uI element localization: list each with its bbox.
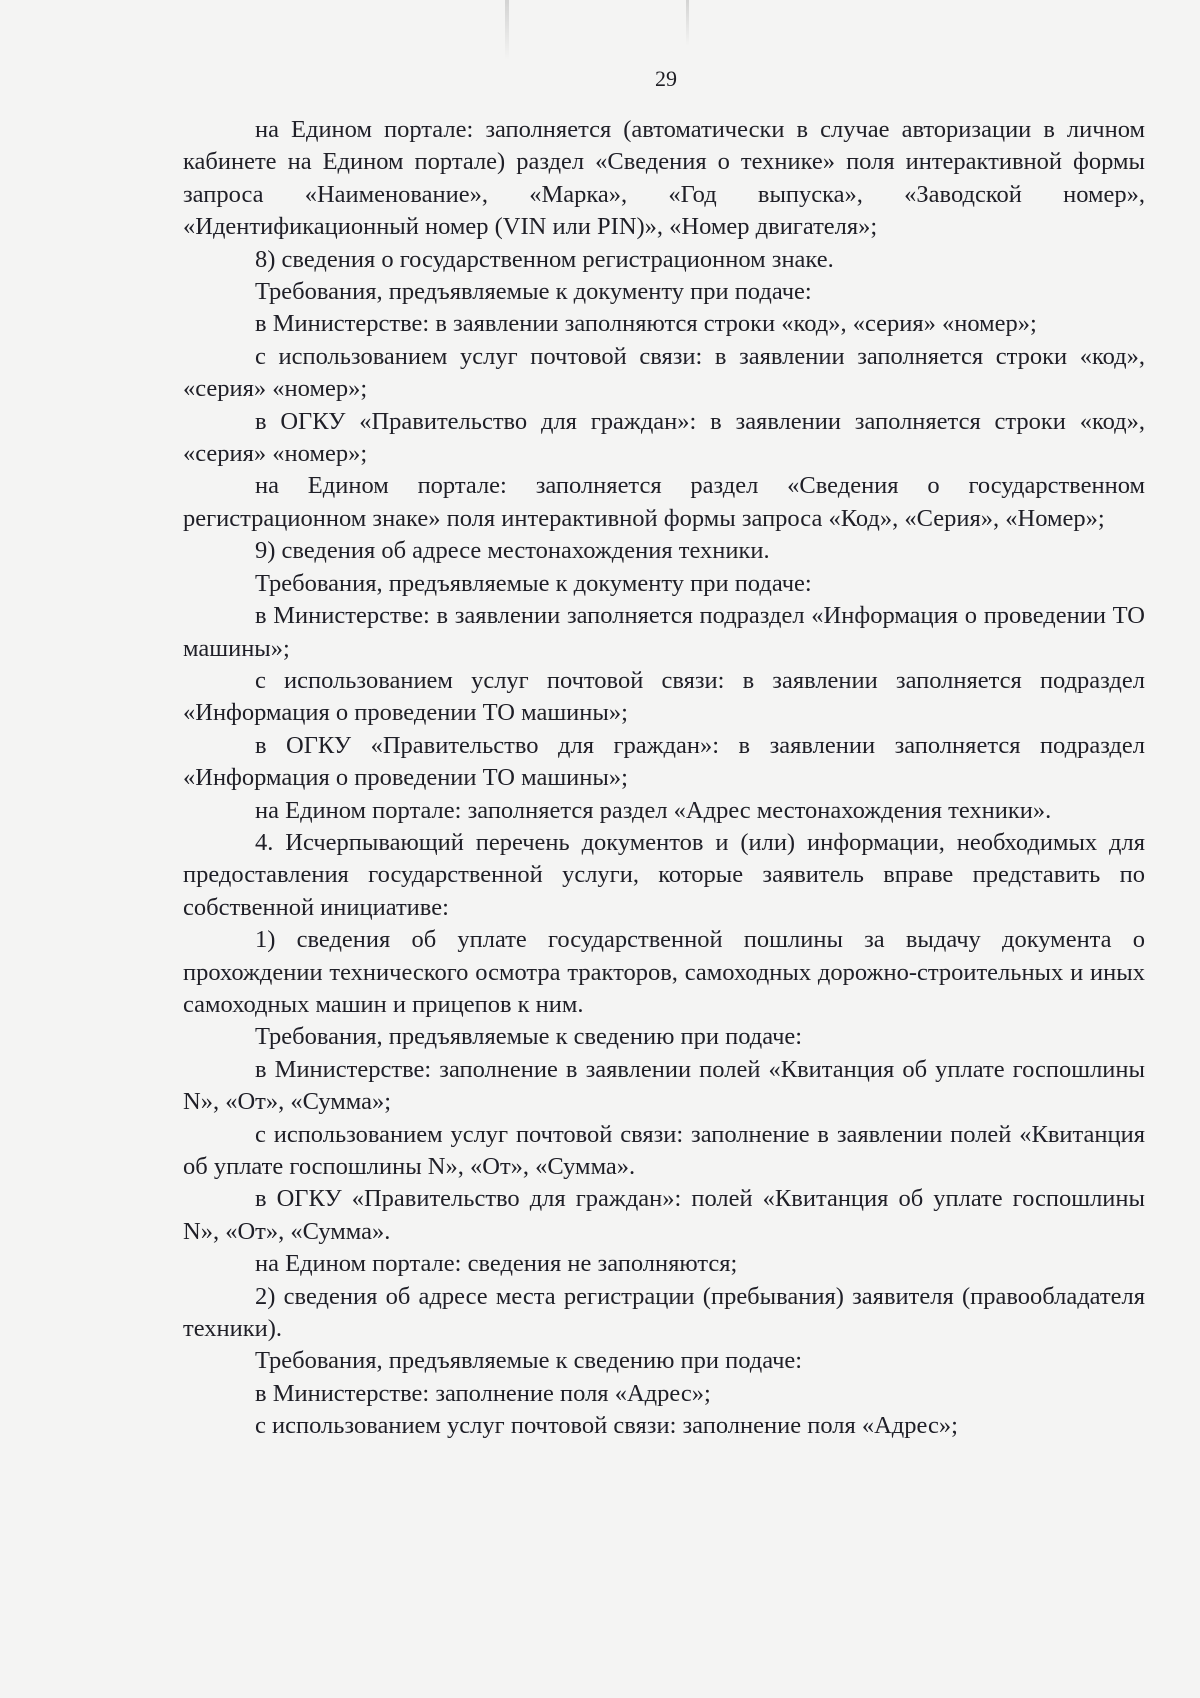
paragraph: в ОГКУ «Правительство для граждан»: полей «Квитанция об уплате госпошлины N», «От», «Сумма». <box>183 1185 1145 1245</box>
paragraph: Требования, предъявляемые к документу при подаче: <box>255 278 812 306</box>
paragraph: 2) сведения об адресе места регистрации (пребывания) заявителя (правообладателя техники). <box>183 1282 1145 1343</box>
paragraph: 4. Исчерпывающий перечень документов и (или) информации, необходимых для предоставления государственной услуги, которые заявитель вправе представить по собственной инициативе: <box>183 828 1145 921</box>
paragraph: Требования, предъявляемые к сведению при подаче: <box>255 1023 803 1051</box>
scan-artifact <box>505 0 509 60</box>
paragraph: 1) сведения об уплате государственной пошлины за выдачу документа о прохождении технического осмотра тракторов, самоходных дорожно-строительных и иных самоходных машин и прицепов к ним. <box>183 926 1145 1018</box>
paragraph: Требования, предъявляемые к сведению при подаче: <box>255 1347 803 1375</box>
paragraph: в Министерстве: заполнение в заявлении полей «Квитанция об уплате госпошлины N», «От», «Сумма»; <box>183 1055 1145 1116</box>
paragraph: на Едином портале: сведения не заполняются; <box>255 1250 738 1278</box>
paragraph: в Министерстве: заполнение поля «Адрес»; <box>255 1379 711 1407</box>
paragraph: с использованием услуг почтовой связи: в заявлении заполняется подраздел «Информация о проведении ТО машины»; <box>183 666 1145 727</box>
scan-artifact <box>686 0 689 46</box>
paragraph: с использованием услуг почтовой связи: заполнение поля «Адрес»; <box>255 1412 958 1440</box>
paragraph: 8) сведения о государственном регистрационном знаке. <box>255 245 834 273</box>
document-body <box>183 114 1145 1443</box>
paragraph: в Министерстве: в заявлении заполняется подраздел «Информация о проведении ТО машины»; <box>183 602 1145 662</box>
paragraph: в Министерстве: в заявлении заполняются строки «код», «серия» «номер»; <box>255 310 1037 338</box>
paragraph: на Едином портале: заполняется (автоматически в случае авторизации в личном кабинете на Едином портале) раздел «Сведения о технике» поля интерактивной формы запроса «Наименование», «Марка», «Год выпуска», «Заводской номер», «Идентификационный номер (VIN или PIN)», «Номер двигателя»; <box>183 116 1145 241</box>
paragraph: 9) сведения об адресе местонахождения техники. <box>255 537 770 565</box>
paragraph: на Едином портале: заполняется раздел «Сведения о государственном регистрационном знаке» поля интерактивной формы запроса «Код», «Серия», «Номер»; <box>183 472 1145 532</box>
paragraph: с использованием услуг почтовой связи: в заявлении заполняется строки «код», «серия» «номер»; <box>183 342 1145 403</box>
paragraph: на Едином портале: заполняется раздел «Адрес местонахождения техники». <box>255 796 1052 824</box>
paragraph: в ОГКУ «Правительство для граждан»: в заявлении заполняется строки «код», «серия» «номер»; <box>183 407 1145 468</box>
paragraph: с использованием услуг почтовой связи: заполнение в заявлении полей «Квитанция об уплате госпошлины N», «От», «Сумма». <box>183 1120 1145 1180</box>
paragraph: Требования, предъявляемые к документу при подаче: <box>255 569 812 597</box>
page-number: 29 <box>655 66 677 91</box>
paragraph: в ОГКУ «Правительство для граждан»: в заявлении заполняется подраздел «Информация о проведении ТО машины»; <box>183 731 1145 792</box>
